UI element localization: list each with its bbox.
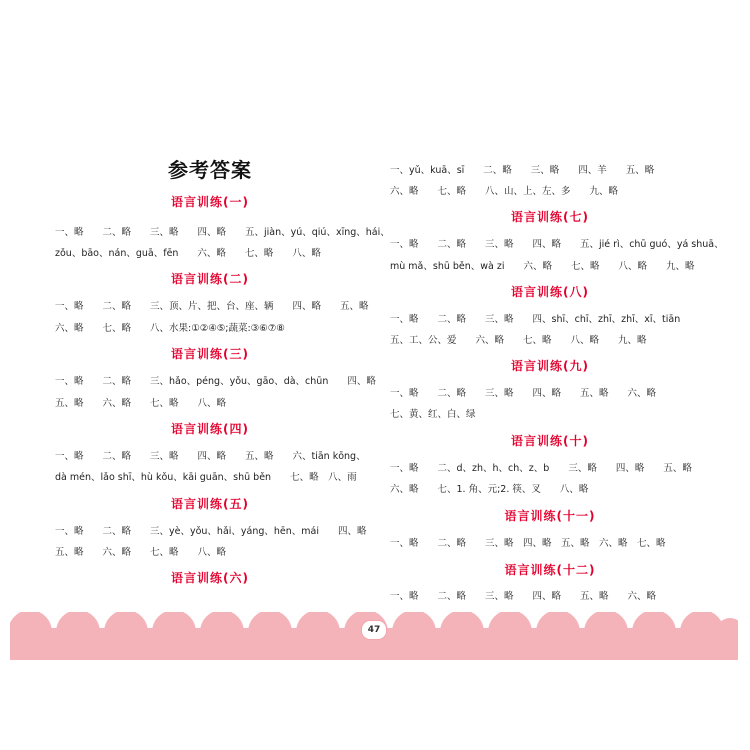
section-title: 语言训练(七) xyxy=(511,210,589,224)
answer-line: 一、略 二、略 三、略 四、略 五、略 六、tiān kōng、 xyxy=(55,451,366,462)
answer-line: 六、略 七、1. 角、元;2. 筷、叉 八、略 xyxy=(390,484,589,495)
answer-line: 五、工、公、爱 六、略 七、略 八、略 九、略 xyxy=(390,335,647,346)
answer-line: 一、略 二、略 三、略 四、略 五、略 六、略 七、略 xyxy=(390,538,666,549)
section-title: 语言训练(一) xyxy=(171,195,249,209)
answer-line: zǒu、bāo、nán、guā、fēn 六、略 七、略 八、略 xyxy=(55,248,321,259)
answer-line: 六、略 七、略 八、山、上、左、多 九、略 xyxy=(390,186,619,197)
section-title: 语言训练(二) xyxy=(171,272,249,286)
page-title: 参考答案 xyxy=(168,158,252,182)
answer-line: 一、略 二、略 三、顶、片、把、台、座、辆 四、略 五、略 xyxy=(55,301,369,312)
answer-line: 六、略 七、略 八、水果:①②④⑤;蔬菜:③⑥⑦⑧ xyxy=(55,323,285,334)
section-title: 语言训练(十) xyxy=(511,434,589,448)
answer-line: 一、yǔ、kuā、sī 二、略 三、略 四、羊 五、略 xyxy=(390,165,655,176)
answer-line: 七、黄、红、白、绿 xyxy=(390,409,476,420)
answer-line: 五、略 六、略 七、略 八、略 xyxy=(55,547,227,558)
section-title: 语言训练(十一) xyxy=(504,509,596,523)
section-title: 语言训练(五) xyxy=(171,497,249,511)
answer-line: 一、略 二、略 三、略 四、shī、chī、zhī、zhī、xī、tiān xyxy=(390,314,681,325)
answer-line: 一、略 二、略 三、略 四、略 五、jié rì、chū guó、yá shuā、 xyxy=(390,239,724,250)
section-title: 语言训练(八) xyxy=(511,285,589,299)
page-number: 47 xyxy=(361,620,387,640)
answer-line: 一、略 二、略 三、略 四、略 五、略 六、略 xyxy=(390,591,657,602)
answer-line: 五、略 六、略 七、略 八、略 xyxy=(55,398,227,409)
answer-line: 一、略 二、略 三、yè、yǒu、hǎi、yáng、hēn、mái 四、略 xyxy=(55,526,367,537)
answer-line: 一、略 二、d、zh、h、ch、z、b 三、略 四、略 五、略 xyxy=(390,463,692,474)
section-title: 语言训练(九) xyxy=(511,359,589,373)
section-title: 语言训练(四) xyxy=(171,422,249,436)
answer-line: 一、略 二、略 三、hǎo、péng、yǒu、gāo、dà、chūn 四、略 xyxy=(55,376,376,387)
answer-line: mù mǎ、shū běn、wà zi 六、略 七、略 八、略 九、略 xyxy=(390,261,695,272)
section-title: 语言训练(三) xyxy=(171,347,249,361)
section-title: 语言训练(六) xyxy=(171,571,249,585)
answer-line: dà mén、lǎo shī、hù kǒu、kāi guān、shū běn 七、略 八、雨 xyxy=(55,472,357,483)
answer-line: 一、略 二、略 三、略 四、略 五、jiàn、yú、qiú、xīng、hái、 xyxy=(55,227,390,238)
section-title: 语言训练(十二) xyxy=(504,563,596,577)
answer-line: 一、略 二、略 三、略 四、略 五、略 六、略 xyxy=(390,388,657,399)
